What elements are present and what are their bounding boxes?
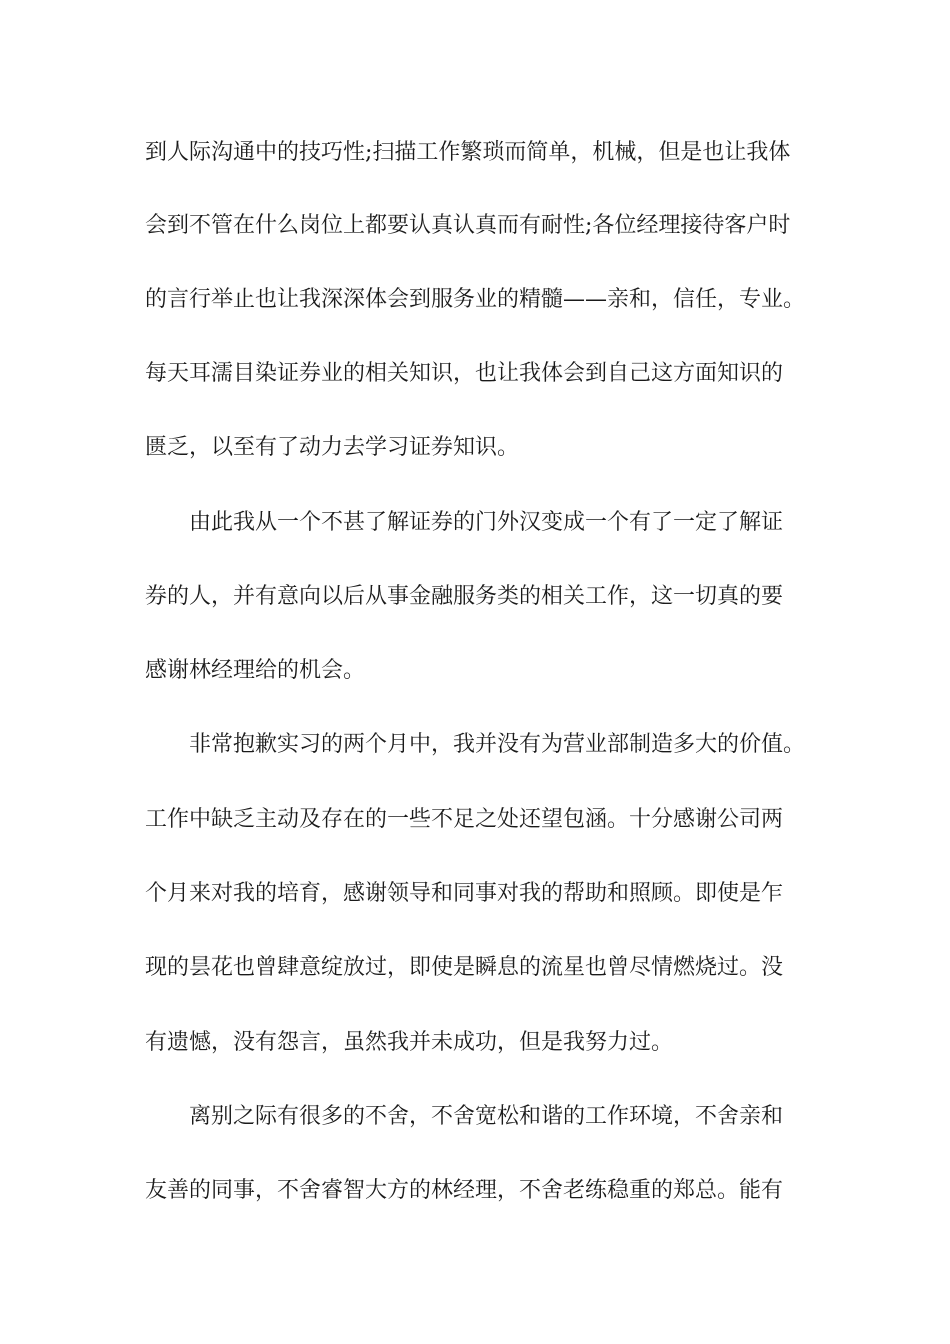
paragraph-first-line: 非常抱歉实习的两个月中，我并没有为营业部制造多大的价值。 [189, 732, 806, 757]
text-line: 券的人，并有意向以后从事金融服务类的相关工作，这一切真的要 [145, 584, 784, 609]
text-line: 感谢林经理给的机会。 [145, 658, 366, 683]
text-line: 个月来对我的培育，感谢领导和同事对我的帮助和照顾。即使是乍 [145, 881, 784, 906]
text-line: 匮乏，以至有了动力去学习证券知识。 [145, 435, 520, 460]
paragraph-first-line: 离别之际有很多的不舍，不舍宽松和谐的工作环境，不舍亲和 [189, 1104, 784, 1129]
text-line: 到人际沟通中的技巧性;扫描工作繁琐而简单，机械，但是也让我体 [145, 140, 791, 165]
paragraph-first-line: 由此我从一个不甚了解证券的门外汉变成一个有了一定了解证 [189, 510, 784, 535]
text-line: 的言行举止也让我深深体会到服务业的精髓——亲和，信任，专业。 [145, 287, 806, 312]
text-line: 每天耳濡目染证券业的相关知识，也让我体会到自己这方面知识的 [145, 361, 784, 386]
text-line: 会到不管在什么岗位上都要认真认真而有耐性;各位经理接待客户时 [145, 213, 791, 238]
text-line: 友善的同事，不舍睿智大方的林经理，不舍老练稳重的郑总。能有 [145, 1178, 784, 1203]
text-line: 现的昙花也曾肆意绽放过，即使是瞬息的流星也曾尽情燃烧过。没 [145, 955, 784, 980]
text-line: 有遗憾，没有怨言，虽然我并未成功，但是我努力过。 [145, 1030, 674, 1055]
text-line: 工作中缺乏主动及存在的一些不足之处还望包涵。十分感谢公司两 [145, 807, 784, 832]
